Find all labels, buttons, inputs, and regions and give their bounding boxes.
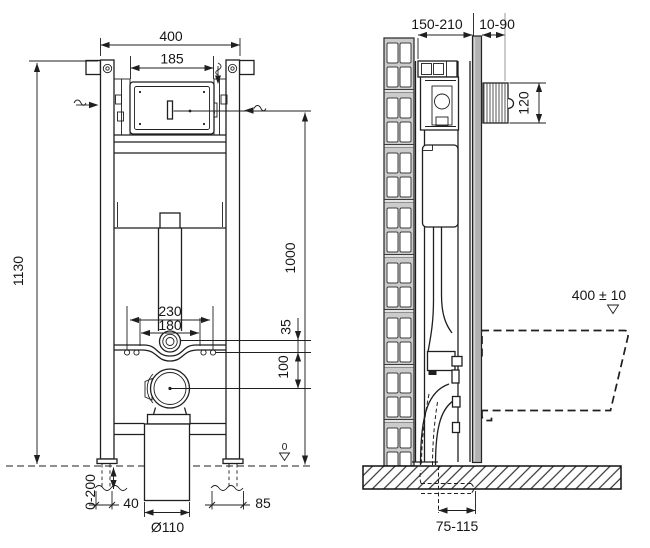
rail-right [226,60,240,459]
dim-foot-left: 40 [123,495,139,511]
dim-flush-offset: 35 [277,319,294,335]
dim-outlet-distance: 75-115 [435,518,479,534]
flush-actuator-unit [483,83,514,123]
dim-frame-depth: 150-210 [411,16,463,32]
pipework-side [421,227,457,465]
actuator-button-icon [508,99,514,109]
outlet-collar [148,415,191,425]
underfloor-outlet-dashed [420,394,474,513]
arrow-right-icon [89,102,99,108]
break-line [95,486,127,491]
cistern-front [114,79,227,135]
threaded-rod-hole [210,350,215,355]
dim-fixing-inner: 180 [158,317,182,333]
rail-left [101,60,115,459]
break-line [211,486,243,491]
datum-triangle-icon [280,453,290,461]
dim-frame-width: 400 [159,28,183,44]
wc-bowl-outline [482,331,628,421]
threaded-rod-hole [134,350,139,355]
dim-actuator-height: 120 [515,91,532,115]
floor-section [363,466,621,489]
foot-plate-right [223,459,243,464]
threaded-rod-hole [201,350,206,355]
arrow-down-icon [215,76,221,85]
front-view [6,28,311,535]
cistern-side-body [421,77,459,130]
floor-datum-label: 0 [281,442,288,453]
dim-frame-height: 1130 [10,255,26,287]
dim-flush-height: 1000 [282,242,298,274]
flush-pipe-connector [160,213,180,228]
actuator-box [483,83,508,123]
foot-plate-left [97,459,117,464]
masonry-wall [384,38,414,466]
tank-side-body [423,145,459,227]
threaded-rod-hole [124,350,129,355]
cistern-side [421,77,459,227]
dim-cistern-width: 185 [160,50,184,67]
dim-outlet-diameter: Ø110 [150,519,185,535]
outlet-pipe [145,424,190,501]
dim-outlet-offset: 100 [275,355,291,379]
arrow-left-icon [244,107,254,113]
datum-triangle-icon [608,305,619,314]
finish-wall-panel [473,36,482,463]
wc-connection-side [428,352,463,433]
dim-foot-right: 85 [255,495,271,511]
dim-bowl-height: 400 ± 10 [571,287,627,303]
connection-bracket [428,352,456,371]
squiggle-icon [74,100,86,105]
wall-bracket-left [86,61,101,75]
flush-pipe-front [114,228,226,361]
dim-wall-finish: 10-90 [479,16,515,32]
squiggle-icon [254,106,266,111]
dim-fixing-outer: 230 [158,303,182,319]
wall-bracket-right [240,61,255,75]
dim-foot-adjustment: 0-200 [82,474,98,510]
side-view [363,13,628,534]
